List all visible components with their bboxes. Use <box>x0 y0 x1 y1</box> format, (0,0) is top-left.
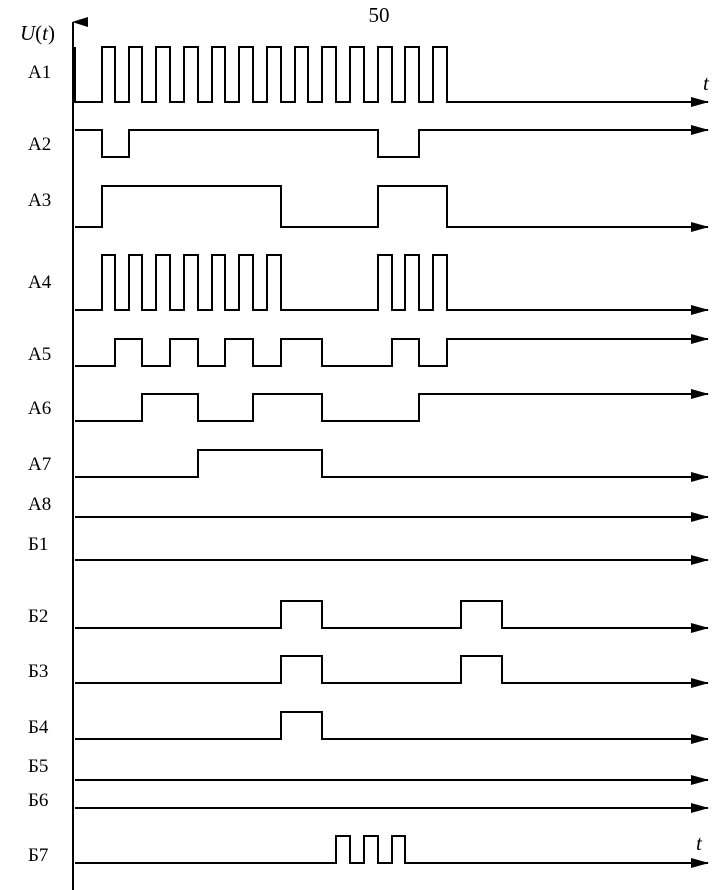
signal-trace-1 <box>75 47 708 102</box>
signal-trace-4 <box>75 255 708 310</box>
signal-trace-11 <box>75 656 708 683</box>
signal-label-10: Б2 <box>28 606 49 627</box>
signal-label-12: Б4 <box>28 717 49 738</box>
signal-trace-12 <box>75 712 708 739</box>
signal-label-13: Б5 <box>28 756 49 777</box>
signal-trace-2 <box>75 130 708 157</box>
signal-trace-15 <box>75 836 708 863</box>
signal-label-9: Б1 <box>28 534 49 555</box>
signal-trace-3 <box>75 186 708 227</box>
y-axis-label <box>20 21 55 45</box>
page-number: 50 <box>368 3 390 27</box>
y-axis-label-var: t <box>42 21 49 45</box>
signal-label-5: А5 <box>28 344 52 365</box>
signal-label-8: А8 <box>28 494 52 515</box>
y-axis-label-main: U <box>20 21 36 45</box>
y-axis-label-close-paren: ) <box>48 21 56 45</box>
signal-label-14: Б6 <box>28 790 49 811</box>
signal-label-15: Б7 <box>28 845 49 866</box>
signal-trace-5 <box>75 339 708 366</box>
signal-label-11: Б3 <box>28 661 49 682</box>
signal-label-3: А3 <box>28 190 52 211</box>
signal-label-2: А2 <box>28 134 52 155</box>
signal-label-4: А4 <box>28 272 52 293</box>
time-axis-label-15: t <box>696 831 702 855</box>
signal-label-1: А1 <box>28 62 52 83</box>
signal-trace-7 <box>75 450 708 477</box>
y-axis-label-open-paren: ( <box>35 21 43 45</box>
signal-label-6: А6 <box>28 398 52 419</box>
signal-trace-10 <box>75 601 708 628</box>
time-axis-label-1: t <box>703 71 709 95</box>
signal-trace-6 <box>75 394 708 421</box>
signal-traces <box>28 47 710 866</box>
signal-label-7: А7 <box>28 454 52 475</box>
